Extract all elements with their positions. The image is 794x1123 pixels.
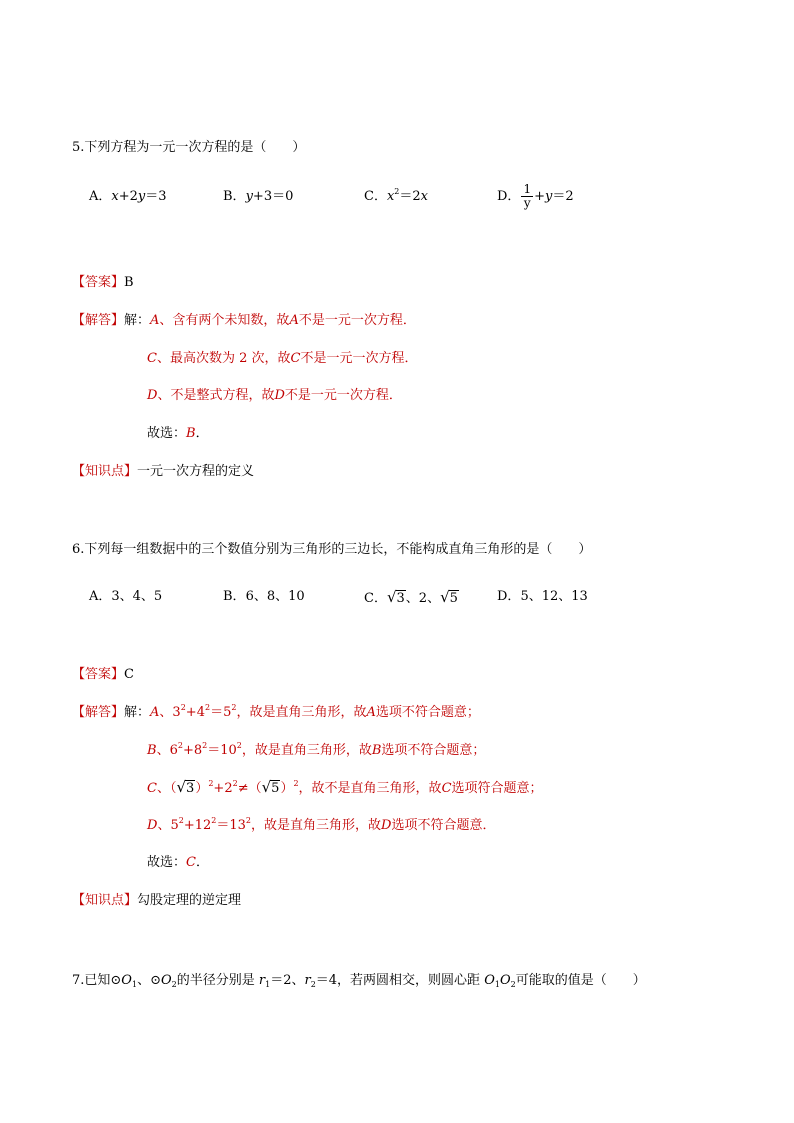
exponent: 2	[236, 741, 242, 750]
text: ＝10	[207, 743, 237, 758]
text: +	[534, 189, 545, 204]
question-6-stem: 6.下列每一组数据中的三个数值分别为三角形的三边长，不能构成直角三角形的是（ ）	[72, 542, 592, 557]
question-6-knowledge	[72, 892, 241, 910]
variable: O	[160, 973, 172, 988]
text: 不是一元一次方程．	[298, 313, 416, 328]
answer-tag: 【答案】	[72, 667, 125, 682]
sqrt	[387, 588, 406, 608]
question-5-solution-line-1	[72, 312, 416, 330]
question-6-option-b	[223, 588, 305, 606]
text: 解：	[124, 705, 151, 720]
exponent: 2	[178, 816, 184, 825]
option-label: C．	[364, 189, 387, 204]
variable: A	[150, 313, 160, 328]
variable: C	[441, 781, 452, 796]
exponent: 2	[202, 741, 208, 750]
text: 7.已知⊙	[72, 973, 122, 988]
answer-value: C	[124, 667, 134, 682]
text: ，故是直角三角形，故	[250, 818, 381, 833]
subscript: 1	[265, 980, 271, 989]
variable: A	[150, 705, 160, 720]
variable: O	[499, 973, 511, 988]
exponent: 2	[245, 816, 251, 825]
variable: x	[386, 189, 395, 204]
exponent: 2	[177, 741, 183, 750]
question-5-solution-line-4	[147, 425, 209, 443]
sqrt	[440, 588, 459, 608]
subscript: 1	[131, 980, 138, 989]
option-label: A．	[89, 189, 112, 204]
radical-sign: √	[386, 588, 397, 606]
question-6-option-a	[89, 588, 162, 606]
text: 选项符合题意；	[451, 781, 543, 796]
question-5-option-a	[89, 188, 167, 206]
text: 的半径分别是	[176, 973, 259, 988]
question-5-solution-line-3	[147, 387, 402, 405]
radicand: 3	[186, 781, 195, 796]
exponent: 2	[394, 187, 400, 196]
answer-value: B	[124, 275, 134, 290]
text: 可能取的值是（ ）	[515, 973, 646, 988]
variable: y	[544, 189, 553, 204]
exponent: 2	[180, 703, 186, 712]
text: ＝13	[216, 818, 246, 833]
fraction-numerator: 1	[523, 182, 532, 196]
exponent: 2	[231, 703, 237, 712]
variable: D	[381, 818, 392, 833]
text: 、6	[156, 743, 178, 758]
question-5-option-b	[223, 188, 293, 206]
text: +2	[213, 781, 233, 796]
question-6-solution-line-5	[147, 854, 209, 872]
text: ．	[195, 855, 209, 870]
text: 、含有两个未知数，故	[159, 313, 290, 328]
radical-sign: √	[440, 588, 450, 606]
question-6-solution-line-4	[147, 817, 495, 835]
exponent: 2	[204, 703, 211, 712]
text: +12	[183, 818, 212, 833]
option-label: D．	[497, 589, 521, 604]
sqrt	[176, 778, 195, 798]
text: ）	[195, 781, 209, 796]
option-label: B．	[223, 589, 246, 604]
variable: B	[371, 743, 382, 758]
subscript: 2	[310, 980, 316, 989]
variable: r	[304, 973, 311, 988]
subscript: 2	[510, 980, 516, 989]
question-5-answer	[72, 274, 134, 292]
variable: O	[484, 973, 495, 988]
text: 、⊙	[137, 973, 161, 988]
text: ，故是直角三角形，故	[236, 705, 367, 720]
question-5-option-c	[364, 188, 428, 206]
text: 5、12、13	[520, 589, 588, 604]
question-5-knowledge	[72, 463, 254, 481]
text: 不是一元一次方程．	[284, 388, 402, 403]
text: 、5	[157, 818, 179, 833]
exponent: 2	[293, 779, 299, 788]
exponent: 2	[232, 779, 238, 788]
text: 、（	[156, 781, 177, 796]
option-label: B．	[223, 189, 246, 204]
knowledge-tag: 【知识点】	[72, 464, 138, 479]
text: ＝5	[210, 705, 232, 720]
question-7-stem	[72, 972, 646, 990]
text: ≠（	[237, 781, 262, 796]
variable: C	[147, 351, 157, 366]
variable: x	[111, 189, 119, 204]
text: ＝2、	[270, 973, 305, 988]
solution-tag: 【解答】	[72, 705, 125, 720]
question-5-solution-line-2	[147, 350, 417, 368]
question-6-option-c	[364, 588, 459, 608]
text: ，故是直角三角形，故	[241, 743, 372, 758]
text: 解：	[124, 313, 151, 328]
text: ＝2	[552, 189, 574, 204]
text: +8	[182, 743, 203, 758]
variable: C	[147, 781, 157, 796]
text: ＝3	[145, 189, 167, 204]
variable: A	[289, 313, 299, 328]
question-6-answer	[72, 666, 134, 684]
variable: y	[245, 189, 253, 204]
radicand: 3	[396, 591, 405, 606]
question-5-stem: 5.下列方程为一元一次方程的是（ ）	[72, 140, 306, 155]
text: 选项不符合题意；	[381, 743, 486, 758]
text: 故选：	[147, 855, 187, 870]
variable: A	[366, 705, 376, 720]
variable: B	[186, 426, 196, 441]
text: 6、8、10	[245, 589, 305, 604]
text: 故选：	[147, 426, 187, 441]
variable: D	[274, 388, 285, 403]
text: 、不是整式方程，故	[157, 388, 275, 403]
text: ）	[280, 781, 294, 796]
text: +3＝0	[252, 189, 294, 204]
question-6-option-d	[497, 588, 588, 606]
knowledge-value: 勾股定理的逆定理	[137, 893, 242, 908]
subscript: 1	[494, 980, 500, 989]
fraction	[521, 183, 533, 210]
answer-tag: 【答案】	[72, 275, 125, 290]
exponent: 2	[208, 779, 214, 788]
variable: O	[121, 973, 132, 988]
exponent: 2	[211, 816, 217, 825]
question-5-option-d	[497, 182, 574, 212]
text: ，故不是直角三角形，故	[298, 781, 442, 796]
text: ．	[195, 426, 209, 441]
variable: C	[290, 351, 301, 366]
radicand: 5	[449, 591, 458, 606]
question-6-solution-line-3	[147, 778, 543, 798]
text: +4	[185, 705, 205, 720]
radical-sign: √	[176, 778, 187, 796]
text: 、2、	[405, 591, 441, 606]
variable: y	[137, 189, 146, 204]
variable: C	[186, 855, 196, 870]
text: +2	[118, 189, 138, 204]
subscript: 2	[171, 980, 177, 989]
variable: D	[147, 388, 158, 403]
solution-tag: 【解答】	[72, 313, 125, 328]
text: ＝2	[399, 189, 421, 204]
text: 选项不符合题意．	[391, 818, 496, 833]
sqrt	[262, 778, 281, 798]
question-6-solution-line-2	[147, 742, 485, 760]
variable: x	[420, 189, 429, 204]
question-6-solution-line-1	[72, 704, 480, 722]
radicand: 5	[271, 781, 280, 796]
text: 不是一元一次方程．	[300, 351, 418, 366]
text: ＝4，若两圆相交，则圆心距	[315, 973, 485, 988]
option-label: D．	[497, 189, 521, 204]
variable: D	[147, 818, 158, 833]
fraction-denominator: y	[523, 196, 531, 210]
text: 3、4、5	[111, 589, 163, 604]
knowledge-tag: 【知识点】	[72, 893, 138, 908]
text: 、最高次数为 2 次，故	[156, 351, 291, 366]
text: 选项不符合题意；	[375, 705, 480, 720]
text: 、3	[159, 705, 181, 720]
variable: B	[147, 743, 157, 758]
option-label: A．	[89, 589, 112, 604]
radical-sign: √	[261, 778, 272, 796]
variable: r	[258, 973, 266, 988]
knowledge-value: 一元一次方程的定义	[137, 464, 255, 479]
option-label: C．	[364, 591, 387, 606]
